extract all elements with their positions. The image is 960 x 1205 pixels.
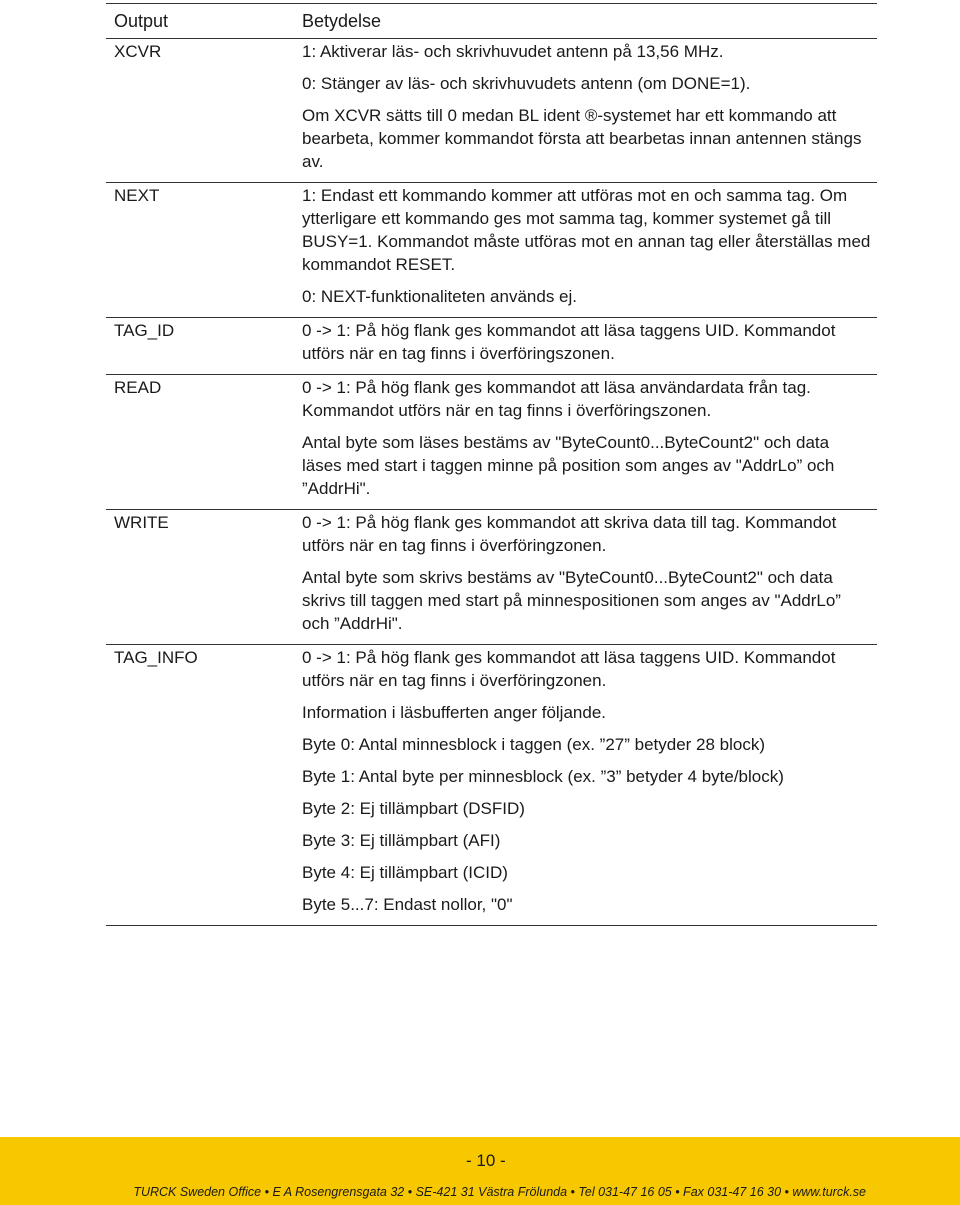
description-line: 1: Endast ett kommando kommer att utföras mot en och samma tag. Om ytterligare ett kommando ges mot samma tag, kommer systemet gå till BUSY=1. Kommandot måste utföras mot en annan tag eller återställas med kommandot RESET. [302, 186, 871, 274]
output-name: TAG_INFO [114, 648, 198, 667]
header-output: Output [114, 11, 169, 31]
description-line: Information i läsbufferten anger följande. [302, 703, 606, 722]
output-description [302, 183, 877, 317]
table-row-read [106, 374, 877, 509]
header-meaning: Betydelse [302, 11, 382, 31]
table-header-row [106, 3, 877, 38]
output-name: READ [114, 378, 162, 397]
output-description [302, 39, 877, 182]
description-line: 1: Aktiverar läs- och skrivhuvudet antenn på 13,56 MHz. [302, 42, 724, 61]
description-line: Om XCVR sätts till 0 medan BL ident ®-systemet har ett kommando att bearbeta, kommer kommandot första att bearbetas innan antennen stängs av. [302, 106, 862, 171]
output-name: XCVR [114, 42, 162, 61]
description-line: 0 -> 1: På hög flank ges kommandot att läsa taggens UID. Kommandot utförs när en tag finns i överföringszonen. [302, 321, 836, 363]
description-line: Byte 0: Antal minnesblock i taggen (ex. ”27” betyder 28 block) [302, 735, 766, 754]
description-line: Byte 2: Ej tillämpbart (DSFID) [302, 799, 525, 818]
description-line: Byte 1: Antal byte per minnesblock (ex. ”3” betyder 4 byte/block) [302, 767, 784, 786]
output-description [302, 318, 877, 374]
output-name: TAG_ID [114, 321, 175, 340]
output-description [302, 375, 877, 509]
description-line: Antal byte som skrivs bestäms av "ByteCount0...ByteCount2" och data skrivs till taggen med start på minnespositionen som anges av "AddrLo” och ”AddrHi". [302, 568, 841, 633]
output-name: WRITE [114, 513, 169, 532]
description-line: 0: Stänger av läs- och skrivhuvudets antenn (om DONE=1). [302, 74, 751, 93]
table-row-tag-info [106, 644, 877, 926]
output-table [106, 3, 877, 926]
table-row-tag-id [106, 317, 877, 374]
description-line: Byte 4: Ej tillämpbart (ICID) [302, 863, 508, 882]
description-line: Antal byte som läses bestäms av "ByteCount0...ByteCount2" och data läses med start i taggen minne på position som anges av "AddrLo” och ”AddrHi". [302, 433, 835, 498]
table-row-next [106, 182, 877, 317]
output-description [302, 645, 877, 925]
table-row-write [106, 509, 877, 644]
table-row-xcvr [106, 38, 877, 182]
description-line: Byte 5...7: Endast nollor, "0" [302, 895, 513, 914]
description-line: 0 -> 1: På hög flank ges kommandot att läsa användardata från tag. Kommandot utförs när en tag finns i överföringszonen. [302, 378, 811, 420]
description-line: 0 -> 1: På hög flank ges kommandot att skriva data till tag. Kommandot utförs när en tag finns i överföringzonen. [302, 513, 837, 555]
description-line: 0: NEXT-funktionaliteten används ej. [302, 287, 577, 306]
page-number: - 10 - [466, 1151, 506, 1170]
description-line: 0 -> 1: På hög flank ges kommandot att läsa taggens UID. Kommandot utförs när en tag finns i överföringzonen. [302, 648, 836, 690]
output-description [302, 510, 877, 644]
output-name: NEXT [114, 186, 160, 205]
description-line: Byte 3: Ej tillämpbart (AFI) [302, 831, 501, 850]
page-footer [0, 1137, 960, 1205]
footer-address: TURCK Sweden Office • E A Rosengrensgata 32 • SE-421 31 Västra Frölunda • Tel 031-47 16 05 • Fax 031-47 16 30 • www.turck.se [133, 1185, 866, 1199]
